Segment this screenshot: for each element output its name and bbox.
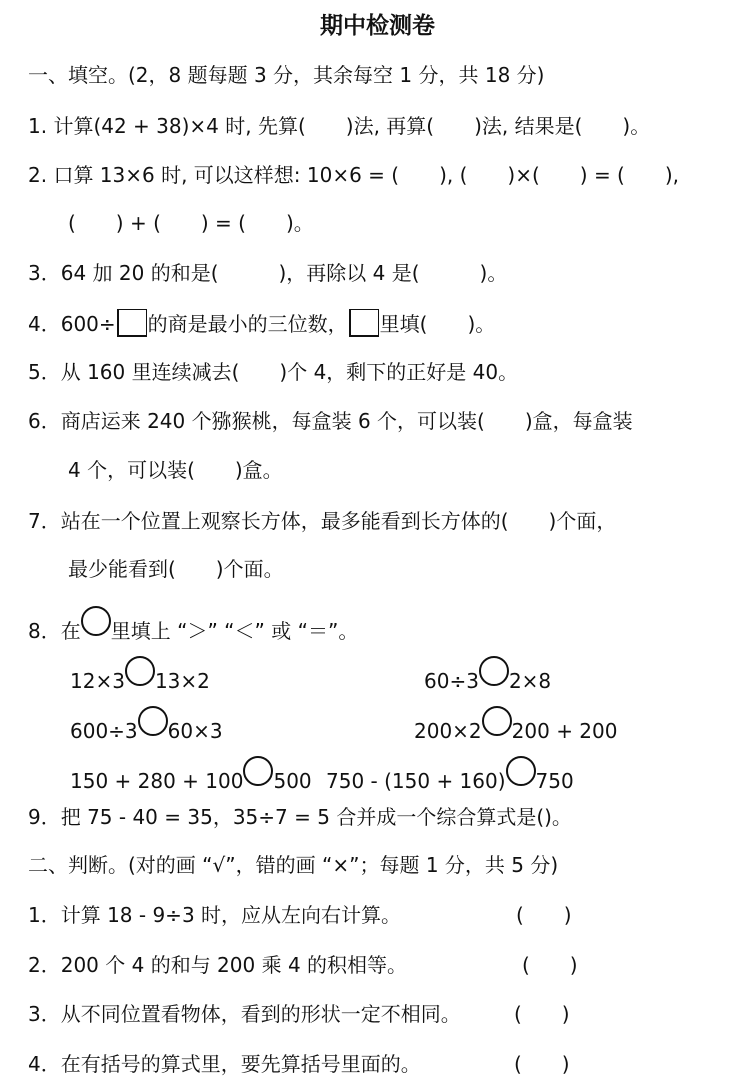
comparison-right: 13×2 xyxy=(154,669,210,693)
question-6-line-2: 4 个，可以装( )盒。 xyxy=(68,458,283,482)
judge-bracket-4: ( ) xyxy=(514,1052,570,1076)
question-5: 5．从 160 里连续减去( )个 4，剩下的正好是 40。 xyxy=(28,360,519,384)
judge-item-2: 2．200 个 4 的和与 200 乘 4 的积相等。 xyxy=(28,953,408,977)
answer-circle xyxy=(81,606,111,636)
answer-circle xyxy=(506,756,536,786)
judge-item-4: 4．在有括号的算式里，要先算括号里面的。 xyxy=(28,1052,421,1076)
comparison-left: 150 + 280 + 100 xyxy=(70,769,244,793)
comparison-item xyxy=(414,706,617,745)
comparison-right: 750 xyxy=(535,769,574,793)
comparison-left: 750 - (150 + 160) xyxy=(326,769,506,793)
question-2-line-1: 2. 口算 13×6 时, 可以这样想: 10×6 = ( ), ( )×( ) = ( ), xyxy=(28,163,680,187)
question-9: 9．把 75 - 40 = 35，35÷7 = 5 合并成一个综合算式是()。 xyxy=(28,805,572,829)
answer-square-box xyxy=(349,309,379,337)
section1-header: 一、填空。(2，8 题每题 3 分，其余每空 1 分，共 18 分) xyxy=(28,63,545,87)
comparison-item xyxy=(70,656,210,695)
comparison-left: 12×3 xyxy=(70,669,125,693)
question-3: 3．64 加 20 的和是( )，再除以 4 是( )。 xyxy=(28,261,508,285)
comparison-item xyxy=(326,756,574,795)
question-7-line-2: 最少能看到( )个面。 xyxy=(68,557,284,581)
comparison-right: 500 xyxy=(273,769,312,793)
comparison-right: 200 + 200 xyxy=(511,719,618,743)
answer-circle xyxy=(479,656,509,686)
question-1: 1. 计算(42 + 38)×4 时, 先算( )法, 再算( )法, 结果是( )。 xyxy=(28,114,651,138)
comparison-item xyxy=(70,706,223,745)
answer-circle xyxy=(125,656,155,686)
question-2-line-2: ( ) + ( ) = ( )。 xyxy=(68,211,314,235)
question-7-line-1: 7．站在一个位置上观察长方体，最多能看到长方体的( )个面， xyxy=(28,509,617,533)
judge-bracket-2: ( ) xyxy=(522,953,578,977)
comparison-left: 60÷3 xyxy=(424,669,479,693)
judge-bracket-3: ( ) xyxy=(514,1002,570,1026)
answer-circle xyxy=(138,706,168,736)
section2-header: 二、判断。(对的画 “√”，错的画 “×”；每题 1 分，共 5 分) xyxy=(28,853,559,877)
judge-item-3: 3．从不同位置看物体，看到的形状一定不相同。 xyxy=(28,1002,461,1026)
question-8 xyxy=(28,606,358,645)
comparison-item xyxy=(424,656,551,695)
question-8-instruction: 里填上 “＞” “＜” 或 “＝”。 xyxy=(110,619,359,643)
comparison-item xyxy=(70,756,312,795)
answer-circle xyxy=(243,756,273,786)
question-4-prefix: 4．600÷ xyxy=(28,312,116,336)
judge-item-1: 1．计算 18 - 9÷3 时，应从左向右计算。 xyxy=(28,903,402,927)
answer-circle xyxy=(482,706,512,736)
question-4-suffix: 里填( )。 xyxy=(379,312,496,336)
question-4 xyxy=(28,309,495,338)
answer-square-box xyxy=(117,309,147,337)
page-title: 期中检测卷 xyxy=(320,13,435,39)
judge-bracket-1: ( ) xyxy=(516,903,572,927)
comparison-right: 60×3 xyxy=(167,719,223,743)
question-6-line-1: 6．商店运来 240 个猕猴桃，每盒装 6 个，可以装( )盒，每盒装 xyxy=(28,409,633,433)
comparison-right: 2×8 xyxy=(508,669,552,693)
comparison-left: 200×2 xyxy=(414,719,482,743)
question-8-prefix: 8．在 xyxy=(28,619,81,643)
question-4-middle: 的商是最小的三位数， xyxy=(147,312,348,336)
comparison-left: 600÷3 xyxy=(70,719,138,743)
